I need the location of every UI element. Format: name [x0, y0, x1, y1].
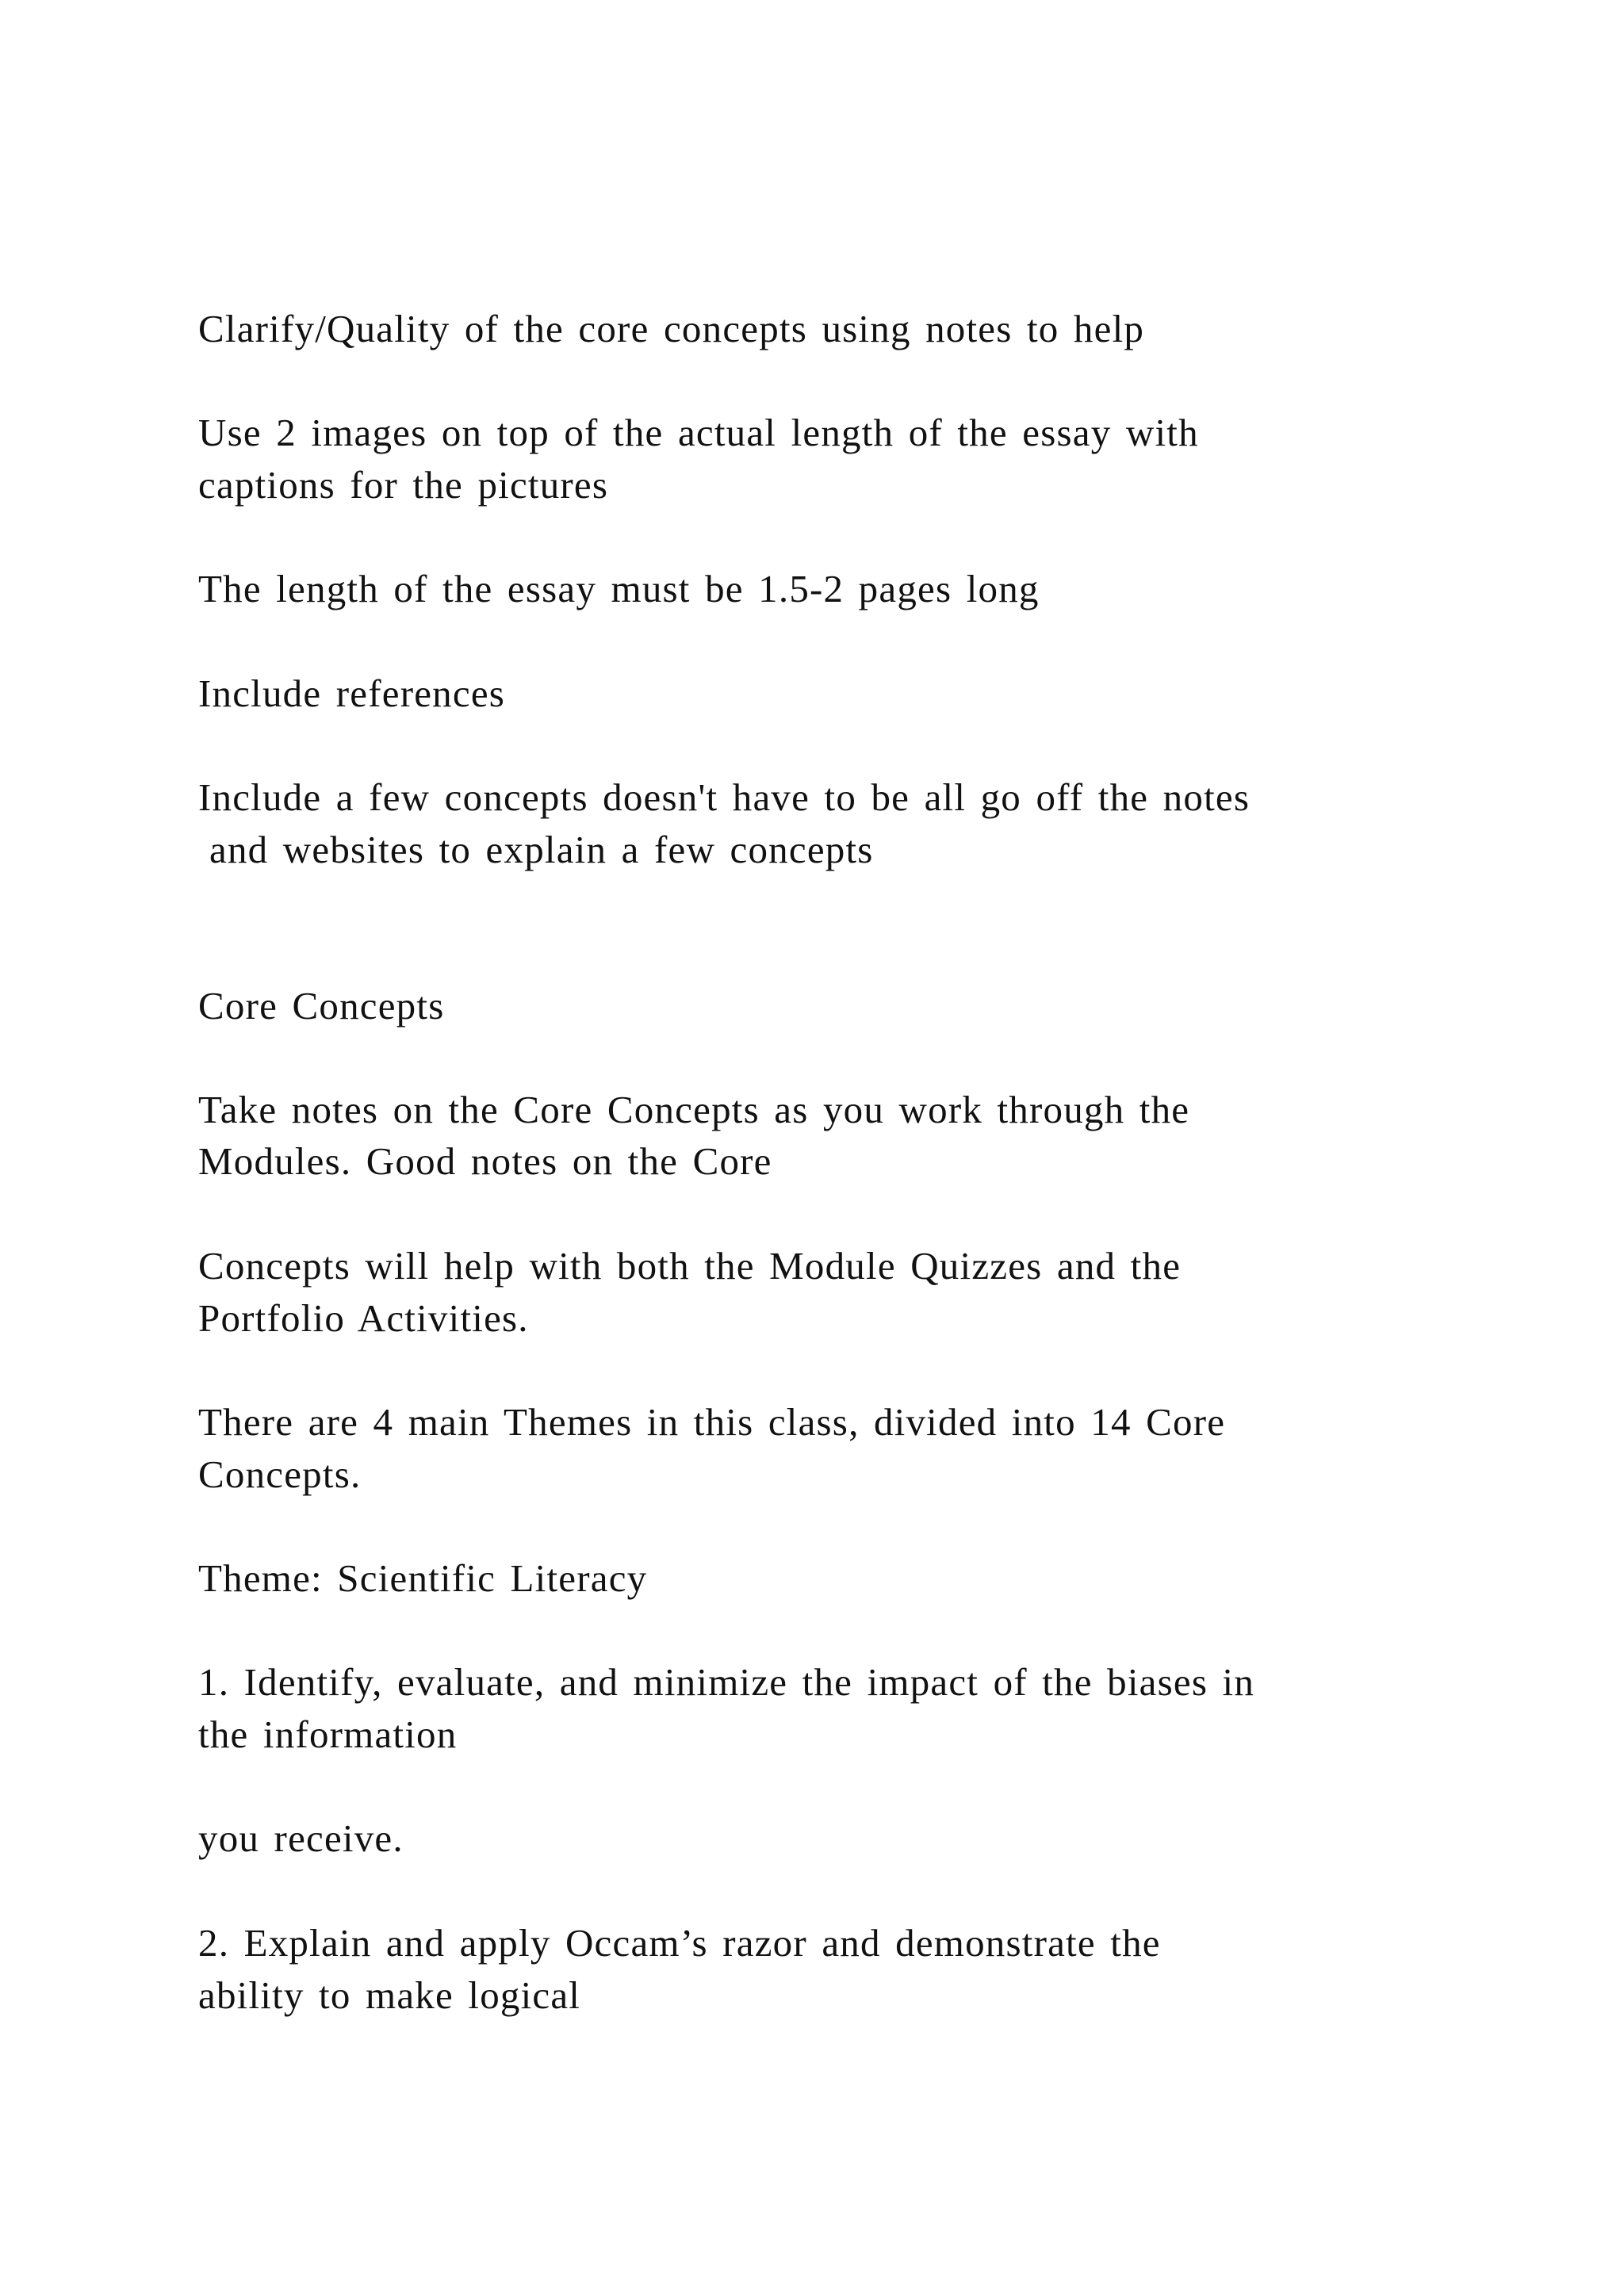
instruction-line-clarify: Clarify/Quality of the core concepts using notes to help	[198, 307, 1145, 350]
body-line-take-notes: Take notes on the Core Concepts as you work through the	[198, 1088, 1190, 1131]
section-heading-core-concepts: Core Concepts	[198, 984, 445, 1027]
instruction-line-captions: captions for the pictures	[198, 463, 609, 507]
concept-item-1: 1. Identify, evaluate, and minimize the impact of the biases in	[198, 1660, 1255, 1704]
instruction-line-references: Include references	[198, 672, 506, 715]
body-line-concepts: Concepts.	[198, 1452, 362, 1496]
concept-item-1-end: you receive.	[198, 1816, 404, 1860]
instruction-line-length: The length of the essay must be 1.5-2 pages long	[198, 567, 1040, 610]
body-line-themes: There are 4 main Themes in this class, divided into 14 Core	[198, 1400, 1226, 1444]
concept-item-1-continuation: the information	[198, 1712, 458, 1756]
body-line-concepts-help: Concepts will help with both the Module Quizzes and the	[198, 1244, 1182, 1288]
body-line-portfolio: Portfolio Activities.	[198, 1296, 529, 1340]
instruction-line-concepts: Include a few concepts doesn't have to be all go off the notes	[198, 775, 1251, 819]
instruction-line-images: Use 2 images on top of the actual length of the essay with	[198, 411, 1199, 454]
instruction-line-websites: and websites to explain a few concepts	[209, 828, 874, 871]
concept-item-2-continuation: ability to make logical	[198, 1973, 581, 2017]
concept-item-2: 2. Explain and apply Occam’s razor and demonstrate the	[198, 1921, 1161, 1965]
body-line-modules: Modules. Good notes on the Core	[198, 1139, 772, 1183]
theme-heading: Theme: Scientific Literacy	[198, 1556, 648, 1600]
